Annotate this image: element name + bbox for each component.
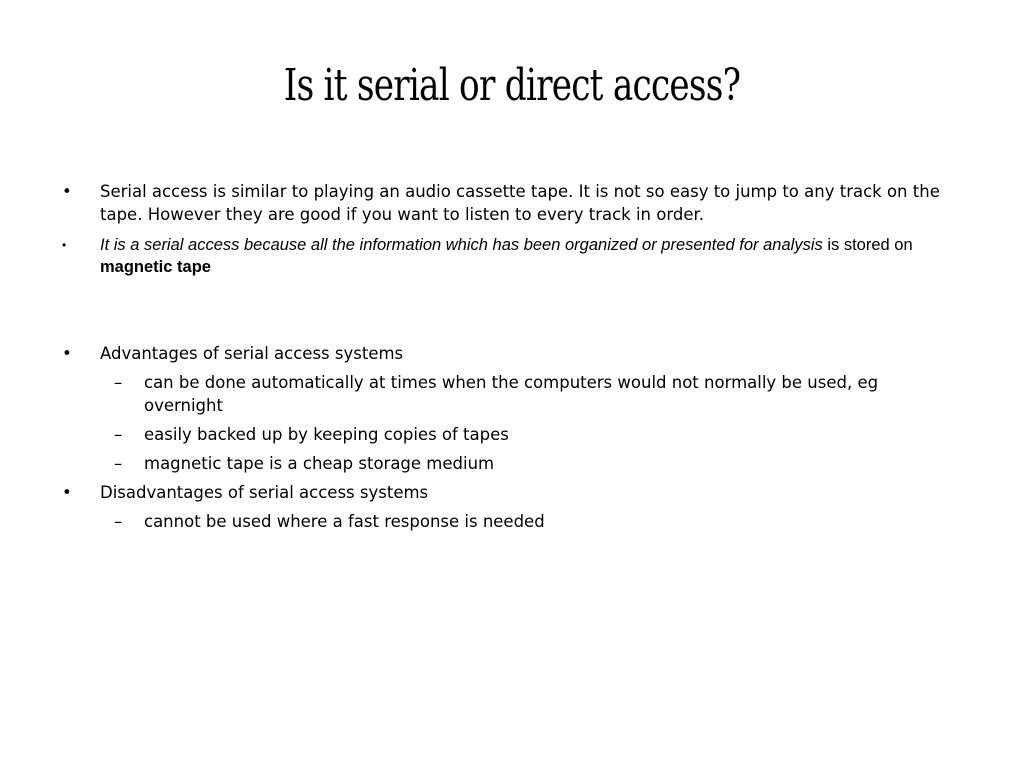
- bullet-advantages-heading: [62, 342, 962, 365]
- disadvantages-heading: Disadvantages of serial access systems: [100, 483, 429, 502]
- bullet-dot: •: [62, 344, 72, 363]
- note-bold-text: magnetic tape: [100, 258, 211, 276]
- dash-marker: –: [114, 373, 123, 392]
- serial-access-description: is similar to playing an audio cassette tape. It is not so easy to jump to any track on the tape. However they are good if you want to listen to every track in order.: [100, 182, 940, 224]
- disadvantage-text: cannot be used where a fast response is needed: [144, 512, 545, 531]
- advantage-text: easily backed up by keeping copies of tapes: [144, 425, 509, 444]
- bullet-disadvantages-heading: [62, 481, 962, 504]
- dash-marker: –: [114, 512, 123, 531]
- advantage-text: can be done automatically at times when the computers would not normally be used, eg overnight: [144, 373, 879, 415]
- bullet-magnetic-tape-note: [62, 234, 962, 278]
- advantage-item: [100, 371, 962, 417]
- bullet-dot: •: [62, 182, 72, 201]
- dash-marker: –: [114, 425, 123, 444]
- advantage-text: magnetic tape is a cheap storage medium: [144, 454, 495, 473]
- note-italic-text: It is a serial access because all the information which has been organized or presented for analysis: [100, 236, 823, 254]
- dash-marker: –: [114, 454, 123, 473]
- serial-access-term: Serial access: [100, 182, 208, 201]
- bullet-serial-access: [62, 180, 962, 226]
- bullet-dot: •: [62, 238, 67, 252]
- spacer: [62, 278, 962, 336]
- slide-body: [62, 180, 962, 533]
- disadvantage-item: [100, 510, 962, 533]
- advantages-heading: Advantages of serial access systems: [100, 344, 404, 363]
- bullet-dot: •: [62, 483, 72, 502]
- note-plain-text: is stored on: [822, 236, 913, 254]
- advantage-item: [100, 423, 962, 446]
- slide-title: Is it serial or direct access?: [283, 60, 741, 111]
- advantage-item: [100, 452, 962, 475]
